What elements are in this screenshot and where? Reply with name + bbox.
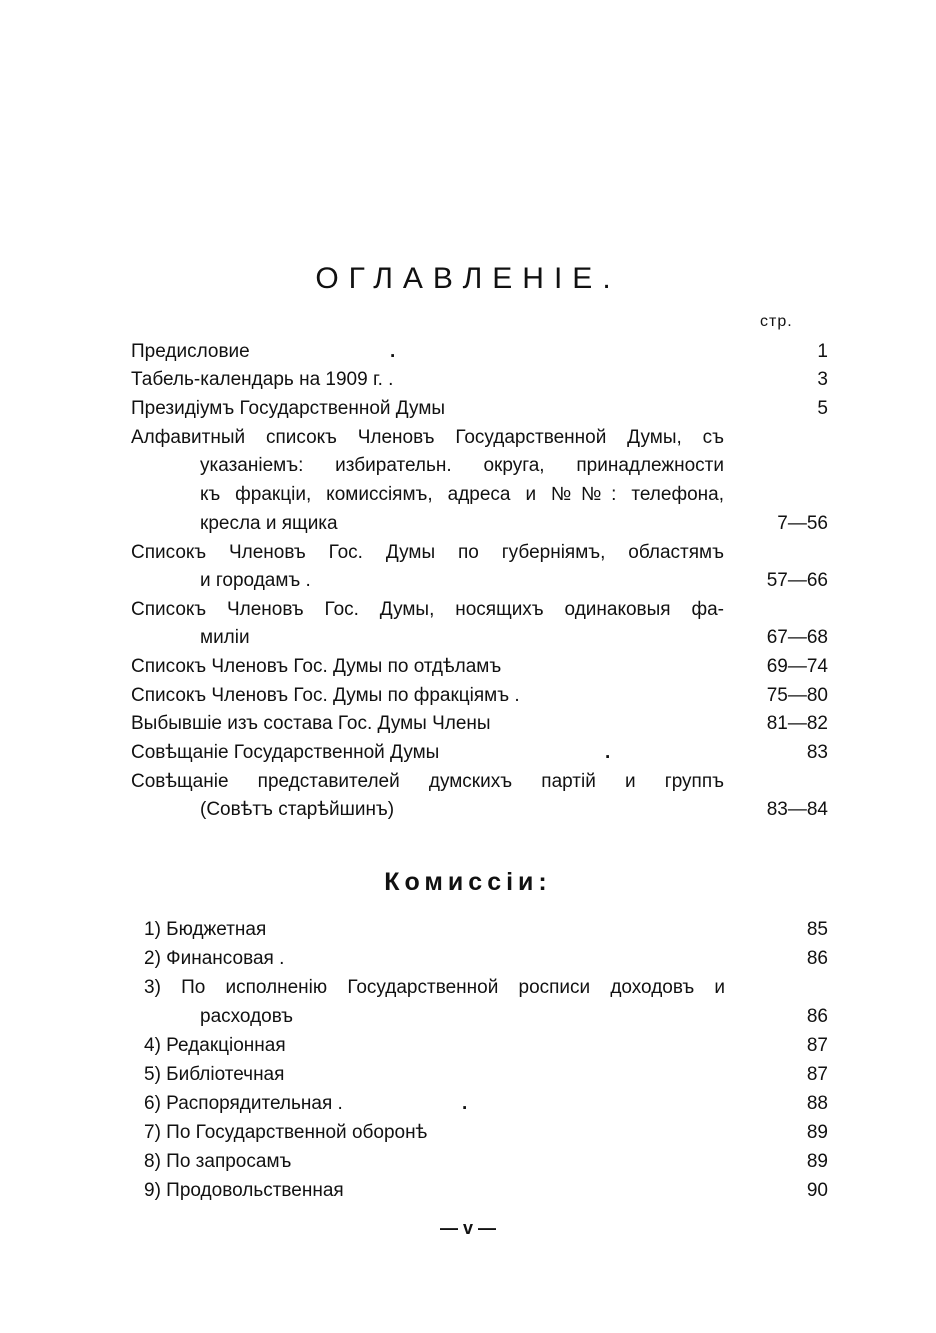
toc-entry-text: Совѣщаніе Государственной Думы bbox=[131, 742, 440, 763]
toc-page-number: 83—84 bbox=[766, 799, 828, 820]
commission-item: 5) Библіотечная bbox=[144, 1064, 285, 1085]
commission-item: 3) По исполненію Государственной росписи доходовъ и bbox=[144, 977, 725, 998]
commission-page-number: 85 bbox=[806, 919, 828, 940]
toc-page-number: 3 bbox=[817, 369, 828, 390]
commission-page-number: 89 bbox=[806, 1122, 828, 1143]
toc-entry-text: Совѣщаніе представителей думскихъ партій и группъ bbox=[131, 771, 724, 792]
toc-page-number: 67—68 bbox=[766, 627, 828, 648]
toc-entry-continuation: къ фракціи, комиссіямъ, адреса и №№: телефона, bbox=[200, 484, 724, 505]
toc-page-number: 75—80 bbox=[766, 685, 828, 706]
leader-dot: . bbox=[390, 341, 396, 362]
commission-item: 4) Редакціонная bbox=[144, 1035, 286, 1056]
commission-page-number: 86 bbox=[806, 948, 828, 969]
toc-page-number: 1 bbox=[817, 341, 828, 362]
toc-page-number: 57—66 bbox=[766, 570, 828, 591]
commission-item: 8) По запросамъ bbox=[144, 1151, 292, 1172]
toc-entry-continuation: кресла и ящика bbox=[200, 513, 338, 534]
section-heading: Комиссіи: bbox=[384, 868, 552, 896]
toc-page-number: 7—56 bbox=[777, 513, 828, 534]
commission-page-number: 87 bbox=[806, 1035, 828, 1056]
toc-entry-continuation: и городамъ . bbox=[200, 570, 311, 591]
toc-entry-text: Списокъ Членовъ Гос. Думы, носящихъ одинаковыя фа- bbox=[131, 599, 724, 620]
toc-page-number: 69—74 bbox=[766, 656, 828, 677]
commission-page-number: 89 bbox=[806, 1151, 828, 1172]
toc-entry-continuation: (Совѣтъ старѣйшинъ) bbox=[200, 799, 395, 820]
toc-page-number: 81—82 bbox=[766, 713, 828, 734]
toc-entry-continuation: миліи bbox=[200, 627, 250, 648]
page-title: ОГЛАВЛЕНІЕ. bbox=[315, 262, 621, 295]
toc-entry-text: Выбывшіе изъ состава Гос. Думы Члены bbox=[131, 713, 491, 734]
toc-entry-text: Президіумъ Государственной Думы bbox=[131, 398, 446, 419]
toc-entry-text: Алфавитный списокъ Членовъ Государственной Думы, съ bbox=[131, 427, 724, 448]
toc-page-number: 5 bbox=[817, 398, 828, 419]
commission-item: 7) По Государственной оборонѣ bbox=[144, 1122, 428, 1143]
toc-entry-text: Списокъ Членовъ Гос. Думы по губерніямъ, областямъ bbox=[131, 542, 724, 563]
leader-dot: . bbox=[462, 1093, 468, 1114]
commission-item: 9) Продовольственная bbox=[144, 1180, 344, 1201]
commission-item: 1) Бюджетная bbox=[144, 919, 267, 940]
commission-page-number: 87 bbox=[806, 1064, 828, 1085]
commission-page-number: 86 bbox=[806, 1006, 828, 1027]
commission-page-number: 88 bbox=[806, 1093, 828, 1114]
toc-entry-continuation: указаніемъ: избирательн. округа, принадлежности bbox=[200, 455, 724, 476]
commission-item: 6) Распорядительная . bbox=[144, 1093, 343, 1114]
commission-page-number: 90 bbox=[806, 1180, 828, 1201]
toc-page-number: 83 bbox=[806, 742, 828, 763]
leader-dot: . bbox=[605, 742, 611, 763]
commission-item: 2) Финансовая . bbox=[144, 948, 285, 969]
commission-item-continuation: расходовъ bbox=[200, 1006, 294, 1027]
toc-entry-text: Списокъ Членовъ Гос. Думы по фракціямъ . bbox=[131, 685, 520, 706]
toc-entry-text: Предисловие bbox=[131, 341, 250, 362]
toc-entry-text: Списокъ Членовъ Гос. Думы по отдѣламъ bbox=[131, 656, 502, 677]
page-footer-number: — v — bbox=[439, 1218, 496, 1238]
toc-entry-text: Табель-календарь на 1909 г. . bbox=[131, 369, 394, 390]
page-column-header: стр. bbox=[760, 313, 793, 330]
